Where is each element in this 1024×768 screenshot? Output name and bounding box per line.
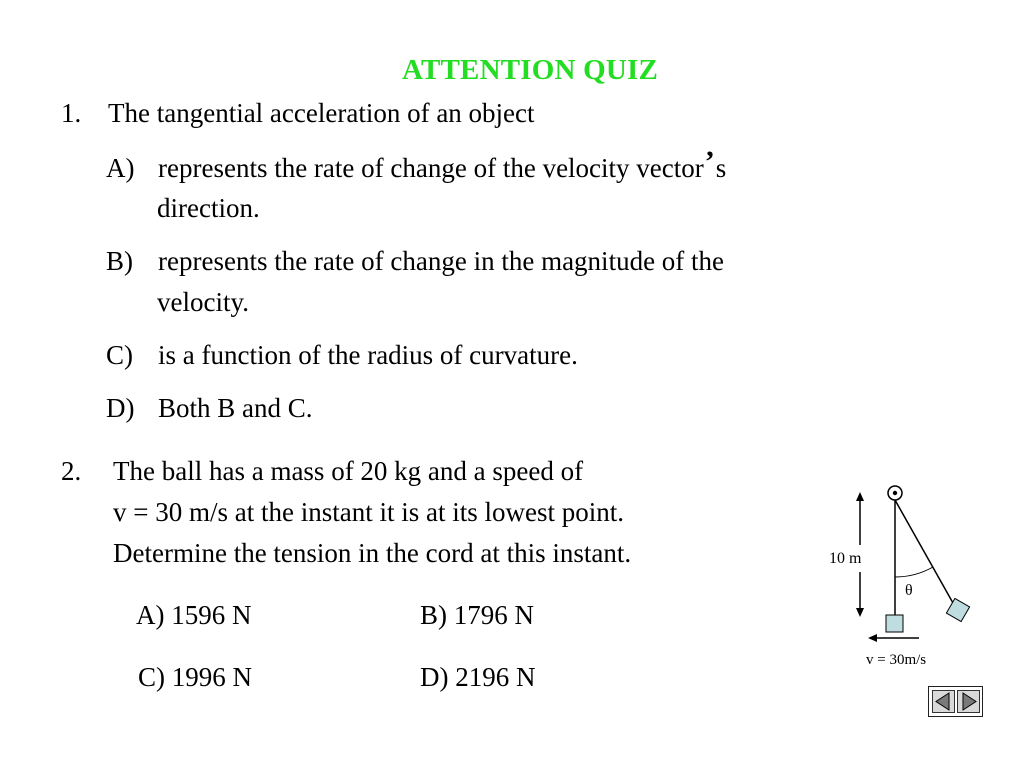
length-label: 10 m bbox=[829, 550, 862, 567]
q1-option-b-letter: B) bbox=[106, 246, 133, 276]
q1-option-a-letter: A) bbox=[106, 153, 135, 183]
q1-stem: The tangential acceleration of an object bbox=[108, 98, 535, 128]
q1-number: 1. bbox=[61, 98, 82, 128]
triangle-left-icon bbox=[933, 691, 954, 712]
next-slide-button[interactable] bbox=[957, 690, 980, 713]
q2-answer-c: C) 1996 N bbox=[138, 662, 252, 692]
q1-option-a-line2: direction. bbox=[157, 193, 260, 223]
q1-option-c-letter: C) bbox=[106, 340, 133, 370]
angle-arc bbox=[895, 567, 933, 577]
q2-line-2: v = 30 m/s at the instant it is at its lowest point. bbox=[113, 497, 624, 527]
q2-number: 2. bbox=[61, 456, 82, 486]
q1-option-a-line1: represents the rate of change of the velocity vector’s bbox=[158, 145, 727, 183]
q2-line-3: Determine the tension in the cord at this instant. bbox=[113, 538, 632, 568]
velocity-label: v = 30m/s bbox=[866, 652, 927, 668]
cord-swung bbox=[895, 500, 953, 603]
q1-option-b-line2: velocity. bbox=[157, 287, 249, 317]
q1-option-b-line1: represents the rate of change in the magnitude of the bbox=[158, 246, 725, 276]
bob-swung bbox=[946, 598, 969, 621]
q1-option-d-line1: Both B and C. bbox=[158, 393, 313, 423]
prev-slide-button[interactable] bbox=[932, 690, 955, 713]
q1-option-d-letter: D) bbox=[106, 393, 135, 423]
q2-answer-d: D) 2196 N bbox=[420, 662, 536, 692]
q2-line-1: The ball has a mass of 20 kg and a speed of bbox=[113, 456, 584, 486]
bob-lowest bbox=[886, 615, 903, 632]
q2-answer-a: A) 1596 N bbox=[136, 600, 252, 630]
q2-answer-b: B) 1796 N bbox=[420, 600, 534, 630]
nav-button-group bbox=[928, 686, 983, 717]
quiz-title: ATTENTION QUIZ bbox=[401, 54, 659, 86]
pivot-dot bbox=[893, 491, 897, 495]
q1-option-c-line1: is a function of the radius of curvature. bbox=[158, 340, 578, 370]
triangle-right-icon bbox=[958, 691, 979, 712]
angle-label: θ bbox=[905, 582, 913, 599]
